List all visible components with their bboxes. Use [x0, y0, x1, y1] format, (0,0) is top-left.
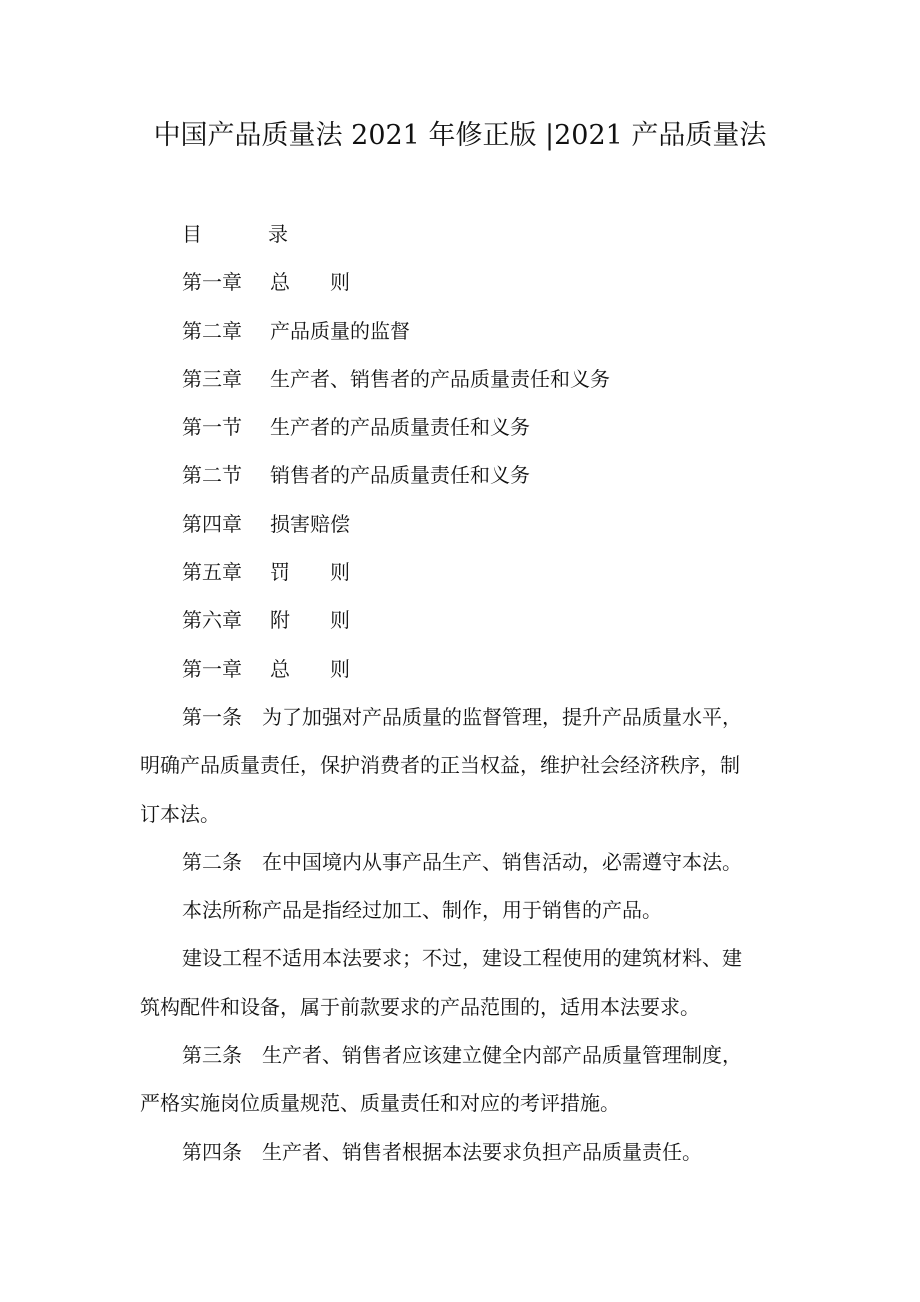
- chapter-number: 第一章: [182, 656, 242, 681]
- toc-entry: [140, 355, 808, 403]
- chapter-heading: [140, 645, 808, 693]
- article-2-line-3: 建设工程不适用本法要求；不过，建设工程使用的建筑材料、建: [182, 946, 742, 971]
- toc-entry: [140, 403, 808, 451]
- article-3-line-2: 严格实施岗位质量规范、质量责任和对应的考评措施。: [140, 1091, 620, 1116]
- toc-entry-title: 附 则: [270, 608, 350, 633]
- toc-entry-number: 第二节: [182, 463, 242, 488]
- toc-entry-title: 损害赔偿: [270, 511, 350, 536]
- toc-entry-title: 产品质量的监督: [270, 318, 410, 343]
- toc-entry-number: 第六章: [182, 608, 242, 633]
- article-4-line-1: 第四条 生产者、销售者根据本法要求负担产品质量责任。: [182, 1139, 702, 1164]
- toc-entry-number: 第五章: [182, 560, 242, 585]
- toc-entry: [140, 596, 808, 644]
- toc-heading: [140, 210, 808, 258]
- article-1-line-3: 订本法。: [140, 801, 220, 826]
- toc-entry-title: 总 则: [270, 270, 350, 295]
- toc-entry-number: 第一章: [182, 270, 242, 295]
- toc-entry-number: 第三章: [182, 366, 242, 391]
- document-title: 中国产品质量法 2021 年修正版 |2021 产品质量法: [153, 120, 767, 151]
- article-1-line-2: 明确产品质量责任，保护消费者的正当权益，维护社会经济秩序，制: [140, 753, 740, 778]
- toc-entry: [140, 500, 808, 548]
- toc-entry-title: 罚 则: [270, 560, 350, 585]
- toc-entry-number: 第二章: [182, 318, 242, 343]
- toc-entry: [140, 451, 808, 499]
- toc-heading-first-char: 目: [182, 222, 202, 246]
- article-1-line-1: 第一条 为了加强对产品质量的监督管理，提升产品质量水平，: [182, 704, 742, 729]
- toc-entry: [140, 307, 808, 355]
- toc-entry: [140, 258, 808, 306]
- toc-entry: [140, 548, 808, 596]
- chapter-title: 总 则: [270, 656, 350, 681]
- toc-entry-title: 生产者的产品质量责任和义务: [270, 415, 530, 440]
- toc-entry-number: 第一节: [182, 415, 242, 440]
- toc-entry-title: 生产者、销售者的产品质量责任和义务: [270, 366, 610, 391]
- document-body: [140, 210, 808, 1176]
- article-3-line-1: 第三条 生产者、销售者应该建立健全内部产品质量管理制度，: [182, 1043, 742, 1068]
- article-2-line-4: 筑构配件和设备，属于前款要求的产品范围的，适用本法要求。: [140, 994, 700, 1019]
- toc-entry-title: 销售者的产品质量责任和义务: [270, 463, 530, 488]
- article-2-line-1: 第二条 在中国境内从事产品生产、销售活动，必需遵守本法。: [182, 849, 742, 874]
- article-2-line-2: 本法所称产品是指经过加工、制作，用于销售的产品。: [182, 898, 662, 923]
- toc-entry-number: 第四章: [182, 511, 242, 536]
- toc-heading-second-char: 录: [268, 222, 288, 246]
